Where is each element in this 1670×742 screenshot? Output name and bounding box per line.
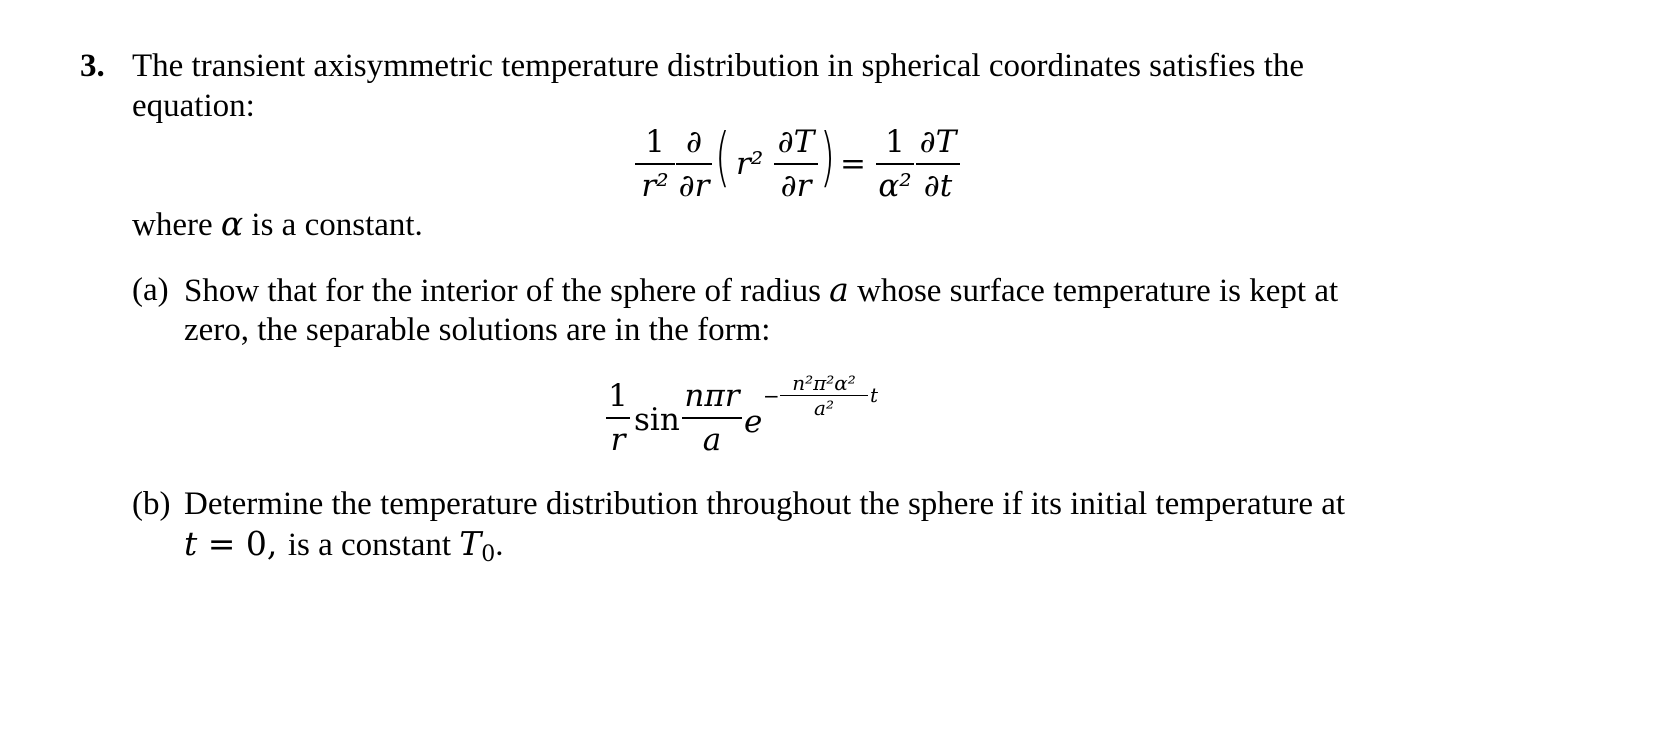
part-b-line-1: Determine the temperature distribution throughout the sphere if its initial temperature at bbox=[184, 486, 1346, 522]
eq1-f5-den: ∂t bbox=[923, 168, 953, 204]
eq1-f5-num: ∂T bbox=[919, 124, 957, 160]
where-prefix: where bbox=[132, 207, 221, 243]
eq1-f1-num: 1 bbox=[645, 124, 665, 160]
eq1-f4-num: 1 bbox=[885, 124, 905, 160]
where-alpha: α bbox=[220, 204, 244, 243]
part-a-line-1 bbox=[184, 270, 1338, 311]
part-b-period: . bbox=[495, 527, 504, 563]
eq2-exp-den: a² bbox=[814, 396, 834, 420]
eq2-exp-t: t bbox=[870, 383, 879, 407]
eq1-f2-den: ∂r bbox=[678, 168, 710, 204]
problem-number: 3. bbox=[80, 48, 105, 84]
eq1-frac-1-over-alpha2 bbox=[876, 124, 914, 204]
eq2-sin: sin bbox=[634, 402, 680, 438]
eq2-e: e bbox=[744, 404, 763, 440]
eq1-f4-den: α² bbox=[878, 168, 912, 204]
eq1-frac-1-over-r2 bbox=[635, 124, 675, 204]
part-b-label: (b) bbox=[132, 486, 171, 522]
eq2-frac-npir-over-a bbox=[682, 378, 742, 458]
eq1-right-paren: ) bbox=[819, 121, 835, 195]
part-a-line-1-suffix: whose surface temperature is kept at bbox=[848, 273, 1339, 309]
eq2-f1-den: r bbox=[610, 422, 626, 458]
eq1-f1-den: r² bbox=[641, 168, 669, 204]
part-b-T-subscript: 0 bbox=[481, 542, 496, 567]
eq1-f2-num: ∂ bbox=[685, 124, 703, 160]
part-b-t-var: t bbox=[184, 524, 198, 563]
eq2-frac-1-over-r bbox=[606, 378, 630, 458]
where-line bbox=[132, 204, 423, 245]
eq1-f3-den: ∂r bbox=[780, 168, 812, 204]
eq2-f2-den: a bbox=[702, 422, 722, 458]
where-suffix: is a constant. bbox=[243, 207, 423, 243]
eq1-left-paren: ( bbox=[714, 121, 730, 195]
eq2-exp-num: n²π²α² bbox=[792, 371, 856, 395]
eq2-exp-minus: − bbox=[763, 384, 780, 408]
eq2-f2-num: nπr bbox=[684, 378, 740, 414]
intro-line-1: The transient axisymmetric temperature distribution in spherical coordinates satisfies the bbox=[132, 48, 1305, 84]
part-b-T-var: T bbox=[459, 524, 482, 563]
part-a-line-2: zero, the separable solutions are in the form: bbox=[184, 312, 771, 348]
eq1-frac-dT-dr bbox=[774, 124, 818, 204]
eq1-f3-num: ∂T bbox=[777, 124, 815, 160]
eq1-frac-d-dr bbox=[676, 124, 712, 204]
part-a-line-1-prefix: Show that for the interior of the sphere of radius bbox=[184, 273, 830, 309]
part-a-label: (a) bbox=[132, 272, 169, 308]
eq1-frac-dT-dt bbox=[916, 124, 960, 204]
eq1-r-squared: r² bbox=[736, 146, 764, 182]
eq2-exp-frac bbox=[780, 372, 868, 419]
intro-line-2: equation: bbox=[132, 88, 255, 124]
part-b-line-2-text: is a constant bbox=[287, 527, 460, 563]
part-b-t-equals: = 0, bbox=[197, 524, 288, 563]
part-b-line-2 bbox=[184, 524, 504, 575]
eq2-f1-num: 1 bbox=[608, 378, 628, 414]
eq1-equals: = bbox=[840, 146, 866, 182]
part-a-radius-var: a bbox=[829, 270, 849, 309]
